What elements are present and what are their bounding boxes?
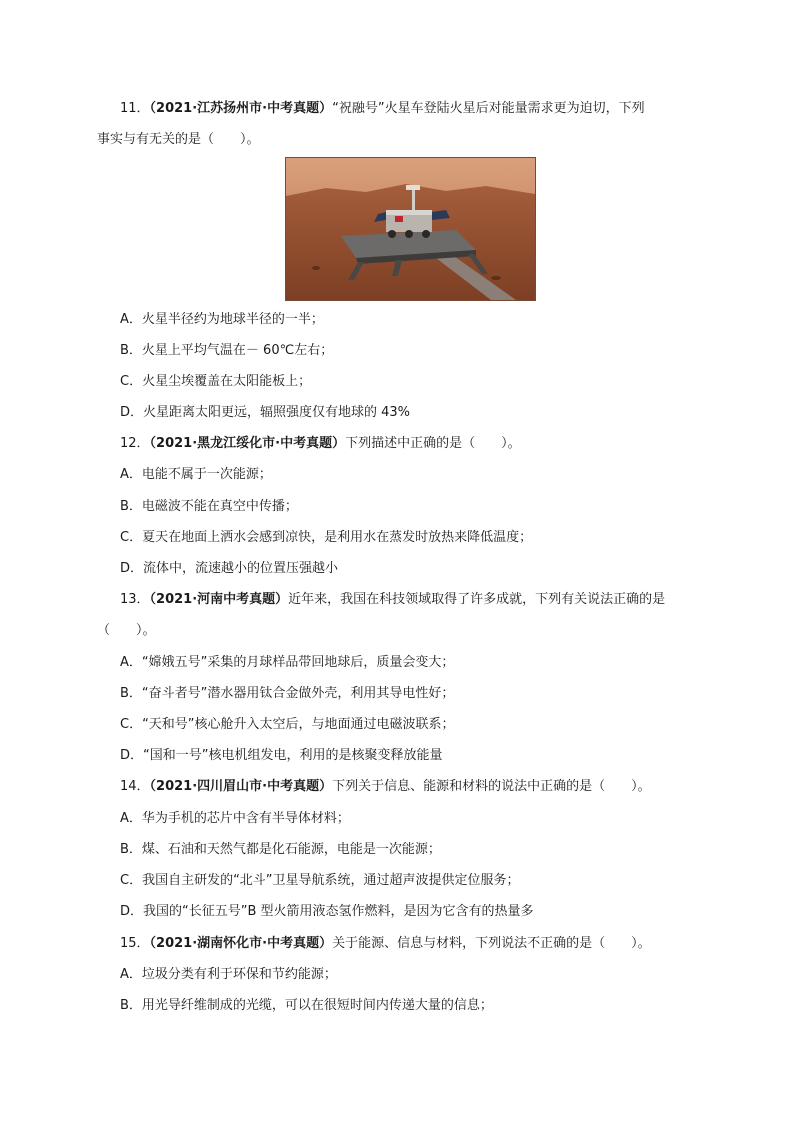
question-11-option-b[interactable]: B．火星上平均气温在－ 60℃左右； (120, 343, 334, 358)
question-11-option-d[interactable]: D．火星距离太阳更远，辐照强度仅有地球的 43% (120, 405, 411, 420)
question-14-stem (120, 778, 651, 796)
question-11-option-a[interactable]: A．火星半径约为地球半径的一半； (120, 312, 324, 327)
question-15-stem (120, 935, 651, 953)
question-13-option-b[interactable]: B．“奋斗者号”潜水器用钛合金做外壳，利用其导电性好； (120, 686, 455, 701)
question-number: 15． (120, 936, 150, 951)
question-source: （2021·江苏扬州市·中考真题） (149, 101, 333, 116)
question-12-option-b[interactable]: B．电磁波不能在真空中传播； (120, 499, 298, 514)
mars-rover-illustration (286, 158, 535, 300)
question-11-option-c[interactable]: C．火星尘埃覆盖在太阳能板上； (120, 374, 312, 389)
flag-icon (395, 216, 403, 222)
question-number: 11． (120, 101, 150, 116)
question-14-option-a[interactable]: A．华为手机的芯片中含有半导体材料； (120, 811, 350, 826)
question-14-option-d[interactable]: D．我国的“长征五号”B 型火箭用液态氢作燃料，是因为它含有的热量多 (120, 904, 534, 919)
question-number: 13． (120, 592, 150, 607)
question-text: 关于能源、信息与材料，下列说法不正确的是（ ）。 (332, 936, 651, 951)
question-text: 下列关于信息、能源和材料的说法中正确的是（ ）。 (332, 779, 651, 794)
question-13-option-a[interactable]: A．“嫦娥五号”采集的月球样品带回地球后，质量会变大； (120, 655, 455, 670)
question-15-option-b[interactable]: B．用光导纤维制成的光缆，可以在很短时间内传递大量的信息； (120, 998, 493, 1013)
question-source: （2021·黑龙江绥化市·中考真题） (149, 436, 346, 451)
question-14-option-c[interactable]: C．我国自主研发的“北斗”卫星导航系统，通过超声波提供定位服务； (120, 873, 520, 888)
question-source: （2021·四川眉山市·中考真题） (149, 779, 333, 794)
question-14-option-b[interactable]: B．煤、石油和天然气都是化石能源，电能是一次能源； (120, 842, 441, 857)
question-12-option-d[interactable]: D．流体中，流速越小的位置压强越小 (120, 561, 339, 576)
question-13-option-c[interactable]: C．“天和号”核心舱升入太空后，与地面通过电磁波联系； (120, 717, 455, 732)
question-12-option-c[interactable]: C．夏天在地面上洒水会感到凉快，是利用水在蒸发时放热来降低温度； (120, 530, 533, 545)
question-number: 12． (120, 436, 150, 451)
question-15-option-a[interactable]: A．垃圾分类有利于环保和节约能源； (120, 967, 337, 982)
question-number: 14． (120, 779, 150, 794)
question-11-stem-cont: 事实与有无关的是（ ）。 (97, 132, 260, 147)
question-12-option-a[interactable]: A．电能不属于一次能源； (120, 467, 272, 482)
question-source: （2021·河南中考真题） (149, 592, 289, 607)
question-12-stem (120, 435, 521, 453)
rover-camera-mast (406, 185, 420, 190)
question-source: （2021·湖南怀化市·中考真题） (149, 936, 333, 951)
question-text: “祝融号”火星车登陆火星后对能量需求更为迫切，下列 (332, 101, 645, 116)
mars-rover-photo (285, 157, 536, 301)
question-11-stem (120, 100, 645, 118)
question-13-option-d[interactable]: D．“国和一号”核电机组发电，利用的是核聚变释放能量 (120, 748, 443, 763)
question-13-stem-cont: （ ）。 (97, 623, 156, 638)
question-text: 下列描述中正确的是（ ）。 (345, 436, 521, 451)
question-text: 近年来，我国在科技领域取得了许多成就，下列有关说法正确的是 (288, 592, 666, 607)
question-13-stem (120, 591, 665, 609)
